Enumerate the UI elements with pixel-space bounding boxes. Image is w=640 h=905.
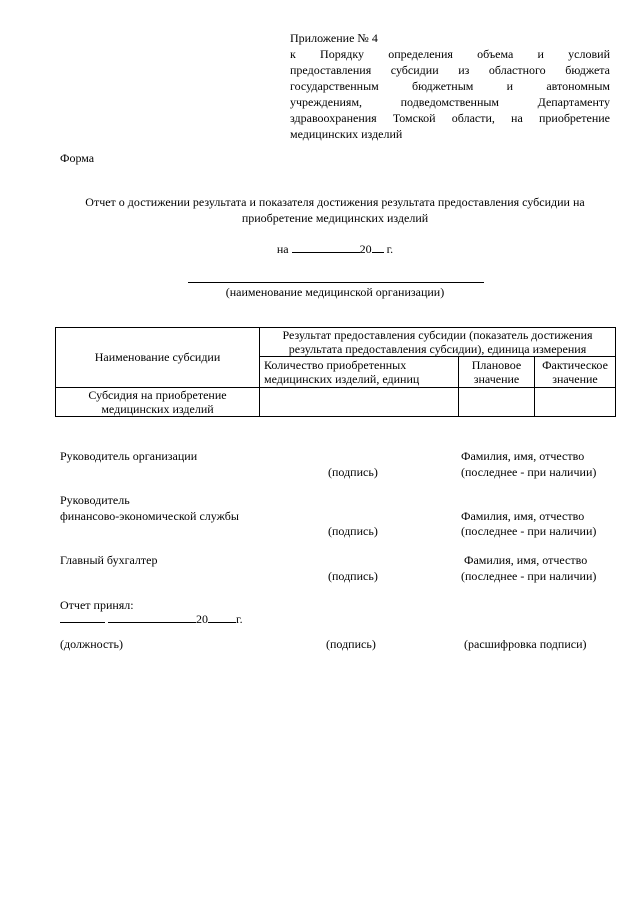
accountant-sign-caption: (подпись) bbox=[328, 569, 378, 583]
org-name-line[interactable] bbox=[188, 282, 484, 283]
accepted-decode-caption: (расшифровка подписи) bbox=[464, 637, 587, 651]
accountant-name-line2: (последнее - при наличии) bbox=[461, 569, 597, 583]
header-subsidy-name: Наименование субсидии bbox=[56, 328, 260, 388]
accepted-label: Отчет принял: bbox=[60, 598, 134, 612]
annex-line: медицинских изделий bbox=[290, 127, 403, 141]
accepted-year-blank[interactable] bbox=[208, 610, 236, 623]
report-title-line1: Отчет о достижении результата и показателя достижения результата предоставления субсидии на bbox=[85, 195, 585, 209]
org-caption: (наименование медицинской организации) bbox=[225, 285, 445, 299]
head-name-line1: Фамилия, имя, отчество bbox=[461, 449, 585, 463]
date-blank[interactable] bbox=[292, 240, 360, 253]
accepted-year: 20 bbox=[196, 612, 208, 626]
report-title-line2: приобретение медицинских изделий bbox=[241, 211, 429, 225]
date-suffix: г. bbox=[386, 242, 394, 256]
annex-title: Приложение № 4 bbox=[290, 31, 378, 45]
finance-name-line1: Фамилия, имя, отчество bbox=[461, 509, 585, 523]
accountant-name-line1: Фамилия, имя, отчество bbox=[464, 553, 588, 567]
header-result-group: Результат предоставления субсидии (показатель достижения результата предоставления субсидии), единица измерения bbox=[260, 328, 616, 357]
date-year: 20 bbox=[359, 242, 372, 256]
accepted-suffix: г. bbox=[236, 612, 243, 626]
date-line bbox=[55, 240, 615, 257]
cell-actual[interactable] bbox=[535, 387, 616, 416]
finance-title-line1: Руководитель bbox=[60, 493, 130, 507]
cell-quantity[interactable] bbox=[260, 387, 459, 416]
accepted-position-caption: (должность) bbox=[60, 637, 123, 651]
report-table bbox=[55, 327, 616, 417]
table-row-name: Субсидия на приобретение медицинских изделий bbox=[56, 387, 260, 416]
accepted-day-blank[interactable] bbox=[60, 610, 105, 623]
annex-line: здравоохранения Томской области, на приобретение bbox=[290, 111, 610, 125]
header-planned: Плановое значение bbox=[459, 357, 535, 387]
year-blank[interactable] bbox=[372, 240, 384, 253]
head-title: Руководитель организации bbox=[60, 449, 198, 463]
cell-planned[interactable] bbox=[459, 387, 535, 416]
annex-line: к Порядку определения объема и условий bbox=[290, 47, 610, 61]
accountant-title: Главный бухгалтер bbox=[60, 553, 158, 567]
finance-title-line2: финансово-экономической службы bbox=[60, 509, 239, 523]
accepted-date-line bbox=[60, 610, 243, 627]
head-sign-caption: (подпись) bbox=[328, 465, 378, 479]
header-actual: Фактическое значение bbox=[535, 357, 616, 387]
annex-line: учреждениям, подведомственным Департаменту bbox=[290, 95, 610, 109]
date-prefix: на bbox=[276, 242, 289, 256]
annex-line: предоставления субсидии из областного бюджета bbox=[290, 63, 610, 77]
annex-line: государственным бюджетным и автономным bbox=[290, 79, 610, 93]
accepted-sign-caption: (подпись) bbox=[326, 637, 376, 651]
head-name-line2: (последнее - при наличии) bbox=[461, 465, 597, 479]
annex-block bbox=[290, 30, 610, 142]
form-label: Форма bbox=[60, 151, 95, 165]
finance-name-line2: (последнее - при наличии) bbox=[461, 524, 597, 538]
accepted-month-blank[interactable] bbox=[108, 610, 196, 623]
finance-sign-caption: (подпись) bbox=[328, 524, 378, 538]
header-quantity: Количество приобретенных медицинских изделий, единиц bbox=[260, 357, 459, 387]
